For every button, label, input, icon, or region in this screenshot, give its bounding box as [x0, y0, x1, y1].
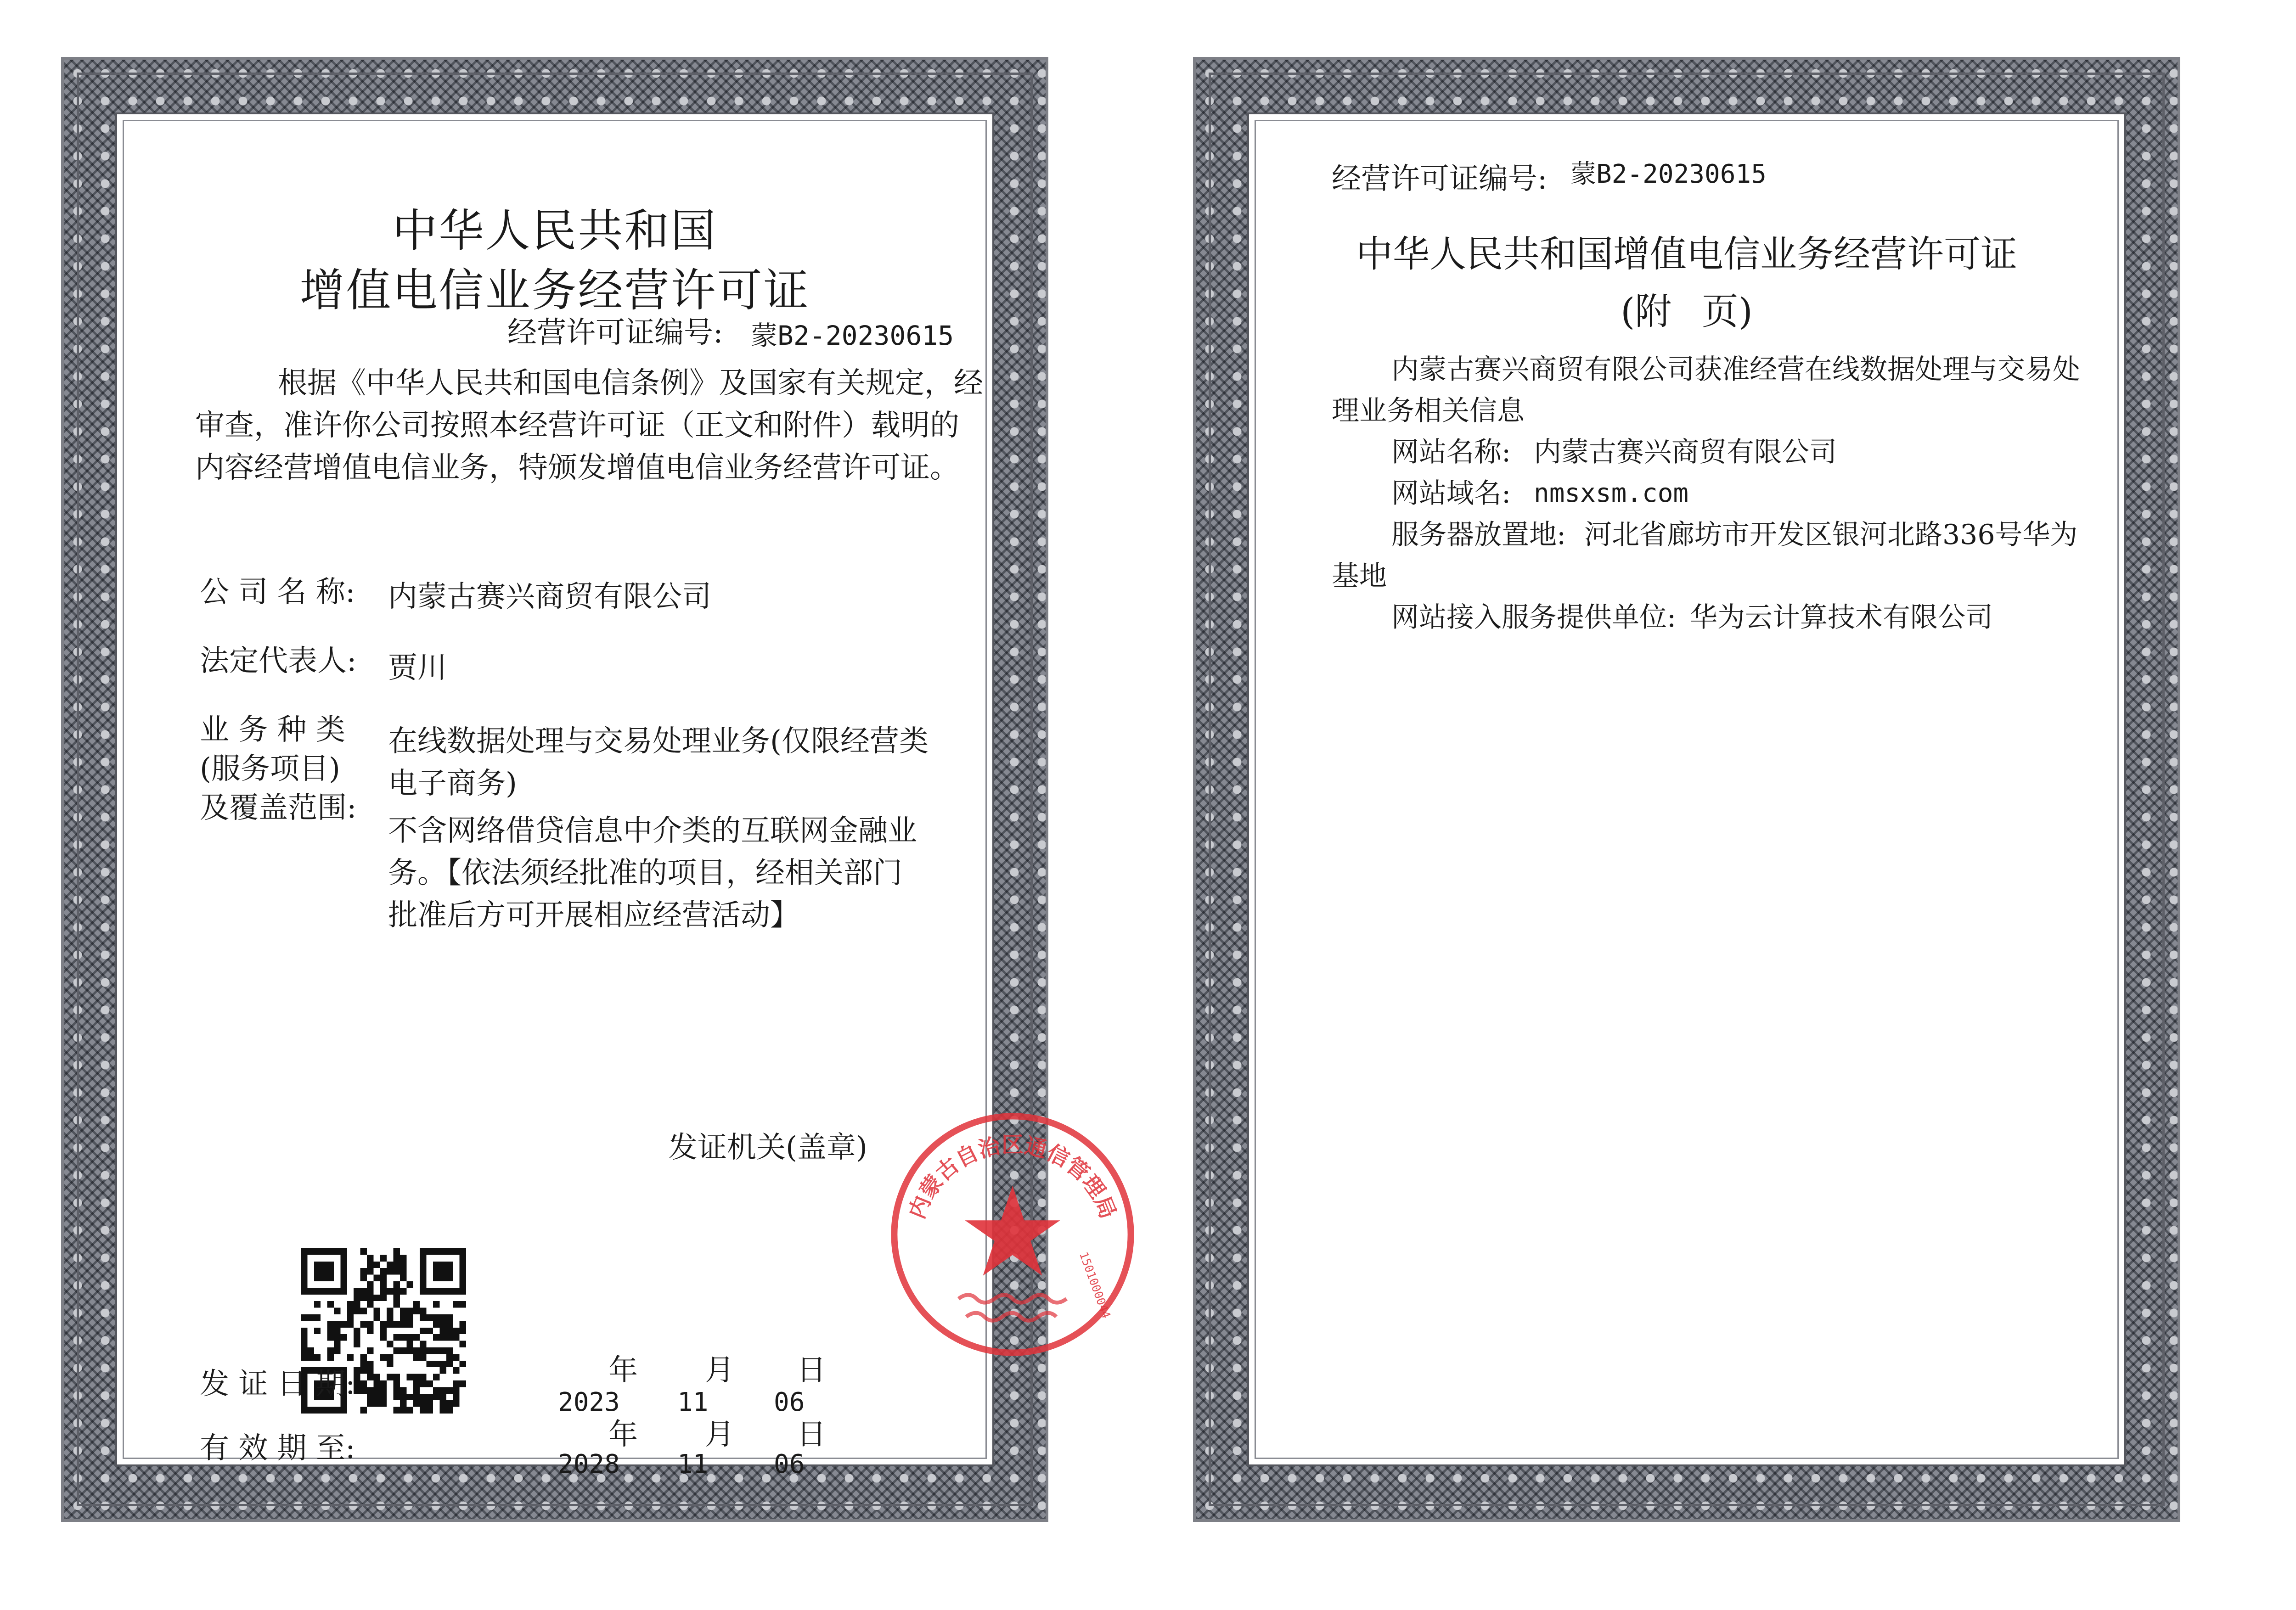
- issuer-label: 发证机关(盖章): [668, 1131, 867, 1165]
- month-char: 月: [705, 1353, 734, 1387]
- license-number-value: 蒙B2-20230615: [751, 320, 954, 351]
- issue-year: 2023: [558, 1387, 620, 1417]
- issue-month: 11: [677, 1387, 709, 1417]
- seal-number: 1501000044: [1076, 1250, 1114, 1320]
- official-seal: [884, 1106, 1141, 1363]
- intro-text-line: 内蒙古赛兴商贸有限公司获准经营在线数据处理与交易处: [1391, 353, 2080, 386]
- certificate-title-line2: 增值电信业务经营许可证: [299, 264, 810, 317]
- site-name-label: 网站名称:: [1391, 436, 1511, 468]
- year-char: 年: [608, 1418, 638, 1452]
- body-text-line: 内容经营增值电信业务，特颁发增值电信业务经营许可证。: [195, 451, 959, 485]
- body-text-line: 审查，准许你公司按照本经营许可证（正文和附件）载明的: [195, 409, 959, 443]
- issue-date-label: 发 证 日 期:: [200, 1367, 355, 1401]
- valid-until-label: 有 效 期 至:: [200, 1431, 355, 1465]
- intro-text-line: 理业务相关信息: [1332, 395, 1525, 427]
- access-provider-value: 华为云计算技术有限公司: [1690, 601, 1993, 634]
- valid-day: 06: [774, 1449, 805, 1479]
- legal-representative-label: 法定代表人:: [200, 644, 357, 678]
- access-provider-label: 网站接入服务提供单位:: [1391, 601, 1677, 634]
- company-name-value: 内蒙古赛兴商贸有限公司: [388, 580, 711, 614]
- year-char: 年: [608, 1353, 638, 1387]
- business-scope-value: 批准后方可开展相应经营活动】: [388, 898, 799, 932]
- license-number-label: 经营许可证编号:: [507, 316, 723, 350]
- server-location-value: 基地: [1332, 560, 1387, 592]
- server-location-value: 河北省廊坊市开发区银河北路336号华为: [1584, 519, 2078, 551]
- valid-month: 11: [677, 1449, 709, 1479]
- business-scope-label: 及覆盖范围:: [200, 791, 357, 825]
- business-scope-label: 业 务 种 类: [200, 713, 346, 747]
- business-scope-value: 电子商务): [388, 767, 517, 801]
- issue-day: 06: [774, 1387, 805, 1417]
- body-text-line: 根据《中华人民共和国电信条例》及国家有关规定，经: [278, 366, 983, 400]
- business-scope-value: 不含网络借贷信息中介类的互联网金融业: [388, 814, 917, 848]
- site-domain-value: nmsxsm.com: [1534, 478, 1689, 508]
- license-attachment-page: [1193, 57, 2180, 1522]
- attachment-title: 中华人民共和国增值电信业务经营许可证: [1356, 233, 2017, 275]
- business-scope-label: (服务项目): [200, 752, 340, 786]
- valid-year: 2028: [558, 1449, 620, 1479]
- site-domain-label: 网站域名:: [1391, 477, 1511, 510]
- business-scope-value: 在线数据处理与交易处理业务(仅限经营类: [388, 724, 929, 758]
- day-char: 日: [797, 1353, 826, 1387]
- company-name-label: 公 司 名 称:: [200, 575, 355, 609]
- server-location-label: 服务器放置地:: [1391, 519, 1566, 551]
- site-name-value: 内蒙古赛兴商贸有限公司: [1534, 436, 1837, 468]
- certificate-body: [115, 112, 1121, 1479]
- attachment-subtitle: (附 页): [1621, 290, 1753, 333]
- attachment-body: [1247, 112, 2126, 1466]
- license-certificate: [61, 57, 1121, 1522]
- license-number-label: 经营许可证编号:: [1332, 162, 1548, 196]
- legal-representative-value: 贾川: [388, 651, 447, 685]
- month-char: 月: [705, 1418, 734, 1452]
- certificate-title-line1: 中华人民共和国: [392, 205, 717, 257]
- day-char: 日: [797, 1418, 826, 1452]
- business-scope-value: 务。【依法须经批准的项目，经相关部门: [388, 856, 902, 890]
- seal-text: 内蒙古自治区通信管理局: [904, 1132, 1121, 1223]
- license-number-value: 蒙B2-20230615: [1570, 159, 1767, 189]
